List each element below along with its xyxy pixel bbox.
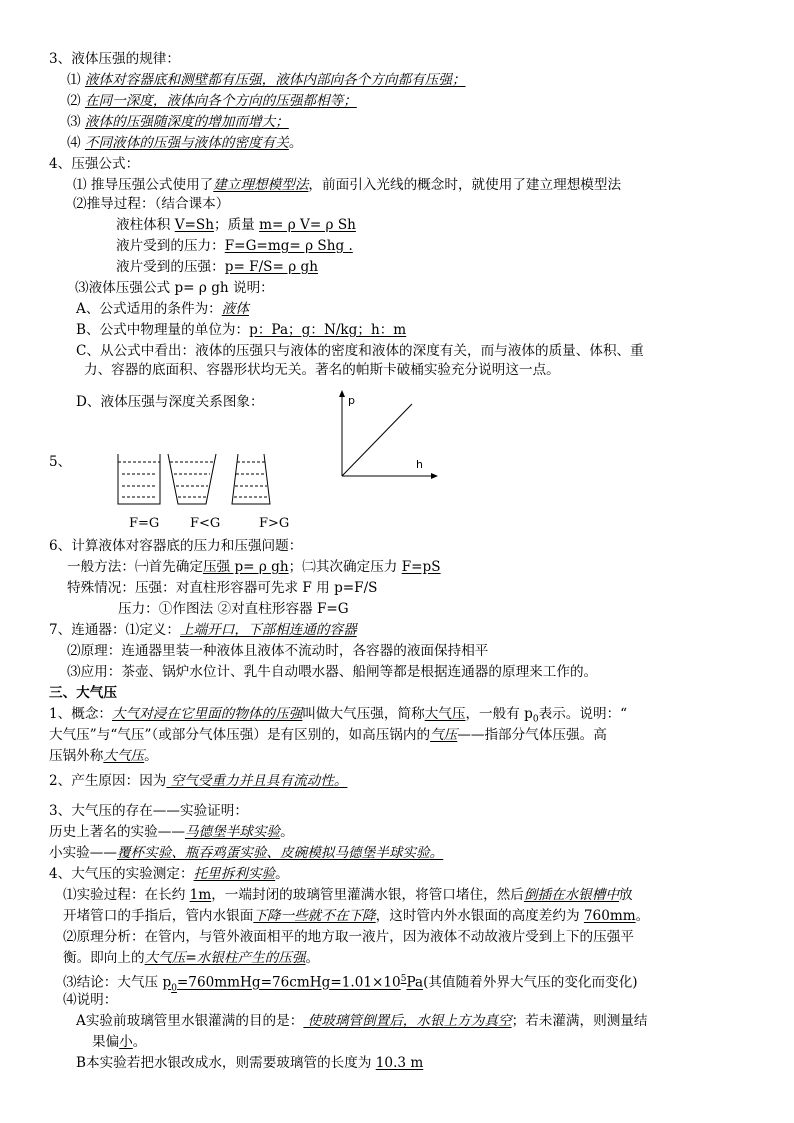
- s4-line-2: ⑵推导过程：（结合课本）: [73, 196, 230, 212]
- sec3-process-1: ⑴实验过程：在长约 1m，一端封闭的玻璃管里灌满水银，将管口堵住，然后倒插在水银槽中放: [63, 887, 633, 903]
- sec3-heading: 三、大气压: [49, 685, 117, 701]
- s4-C-2: 力、容器的底面积、容器形状均无关。著名的帕斯卡破桶实验充分说明这一点。: [84, 362, 560, 378]
- s6-special-2: 压力：①作图法 ②对直柱形容器 F=G: [118, 601, 349, 617]
- s3-item-3: ⑶ 液体的压强随深度的增加而增大；: [67, 114, 289, 130]
- container-wide-top: [168, 454, 216, 504]
- s4-B: B、公式中物理量的单位为：p：Pa；g：N/kg；h：m: [76, 322, 407, 338]
- sec3-concept-3: 压锅外称大气压。: [49, 748, 158, 764]
- s4-line-3: ⑶液体压强公式 p= ρ gh 说明：: [75, 280, 274, 296]
- sec3-principle-1: ⑵原理分析：在管内，与管外液面相平的地方取一液片，因为液体不动故液片受到上下的压强平: [63, 929, 634, 945]
- sec3-note-B: B本实验若把水银改成水，则需要玻璃管的长度为 10.3 m: [76, 1055, 424, 1071]
- graph-x-label: h: [416, 458, 423, 471]
- caption-f-eq-g: F=G: [129, 516, 160, 531]
- sec3-concept-2: 大气压”与“气压”（或部分气体压强）是有区别的，如高压锅内的气压——指部分气体压强。高: [49, 727, 607, 743]
- s7-title: 7、连通器：⑴定义：上端开口，下部相连通的容器: [49, 622, 357, 638]
- s3-item-1: ⑴ 液体对容器底和测壁都有压强，液体内部向各个方向都有压强；: [67, 72, 466, 88]
- sec3-process-2: 开堵管口的手指后，管内水银面下降一些就不在下降，这时管内外水银面的高度差约为 760mm。: [63, 908, 650, 924]
- containers-figure: [110, 450, 290, 510]
- caption-f-gt-g: F>G: [259, 516, 290, 531]
- s4-A: A、公式适用的条件为：液体: [76, 301, 249, 317]
- s7-application: ⑶应用：茶壶、锅炉水位计、乳牛自动喂水器、船闸等都是根据连通器的原理来工作的。: [67, 664, 598, 680]
- caption-f-lt-g: F<G: [190, 516, 221, 531]
- s5-number: 5、: [49, 454, 72, 470]
- s4-title: 4、压强公式：: [49, 156, 140, 172]
- s3-item-4: ⑷ 不同液体的压强与液体的密度有关。: [67, 135, 303, 151]
- sec3-cause: 2、产生原因：因为 空气受重力并且具有流动性。: [49, 773, 348, 789]
- sec3-concept-1: 1、概念：大气对浸在它里面的物体的压强叫做大气压强，简称大气压，一般有 $p_0$表示。说明：“: [49, 706, 628, 725]
- graph-x-arrow: [431, 473, 438, 479]
- sec3-conclusion: ⑶结论：大气压 $p_0=760mmHg=76cmHg=1.01\times 10^5Pa$(其值随着外界大气压的变化而变化): [63, 974, 638, 994]
- s4-C-1: C、从公式中看出：液体的压强只与液体的密度和液体的深度有关，而与液体的质量、体积、重: [76, 343, 644, 359]
- s3-title: 3、液体压强的规律：: [49, 51, 180, 67]
- s6-special-1: 特殊情况：压强：对直柱形容器可先求 F 用 p=F/S: [67, 580, 378, 596]
- s6-title: 6、计算液体对容器底的压力和压强问题：: [49, 538, 303, 554]
- container-straight: [118, 454, 160, 504]
- sec3-principle-2: 衡。即向上的大气压=水银柱产生的压强。: [63, 950, 320, 966]
- s4-D: D、液体压强与深度关系图象：: [76, 394, 264, 410]
- s4-line-1: ⑴ 推导压强公式使用了建立理想模型法，前面引入光线的概念时，就使用了建立理想模型法: [73, 177, 622, 193]
- graph-y-label: p: [348, 394, 355, 407]
- s4-volume: 液柱体积 V=Sh；质量 m= ρ V= ρ Sh: [116, 217, 356, 233]
- sec3-history: 历史上著名的实验——马德堡半球实验。: [49, 824, 294, 840]
- sec3-note-A: A实验前玻璃管里水银灌满的目的是： 使玻璃管倒置后，水银上方为真空；若未灌满，则测量结: [76, 1013, 648, 1029]
- sec3-exist-title: 3、大气压的存在——实验证明：: [49, 803, 248, 819]
- sec3-note-A-2: 果偏小。: [92, 1034, 147, 1050]
- s7-principle: ⑵原理：连通器里装一种液体且液体不流动时，各容器的液面保持相平: [67, 643, 489, 659]
- s4-pressure: 液片受到的压强：p= F/S= ρ gh: [116, 259, 318, 275]
- sec3-note: ⑷说明：: [63, 992, 118, 1008]
- graph-line: [342, 404, 412, 476]
- container-narrow-top: [232, 454, 270, 504]
- pressure-depth-graph: [330, 388, 440, 482]
- s4-force: 液片受到的压力：F=G=mg= ρ Shg .: [116, 238, 353, 254]
- graph-y-arrow: [339, 390, 345, 397]
- s3-item-2: ⑵ 在同一深度，液体向各个方向的压强都相等；: [67, 93, 357, 109]
- sec3-small-exp: 小实验——覆杯实验、瓶吞鸡蛋实验、皮碗模拟马德堡半球实验。: [49, 845, 444, 861]
- sec3-measure: 4、大气压的实验测定：托里拆利实验。: [49, 866, 289, 882]
- s6-general: 一般方法：㈠首先确定压强 p= ρ gh；㈡其次确定压力 F=pS: [67, 559, 441, 575]
